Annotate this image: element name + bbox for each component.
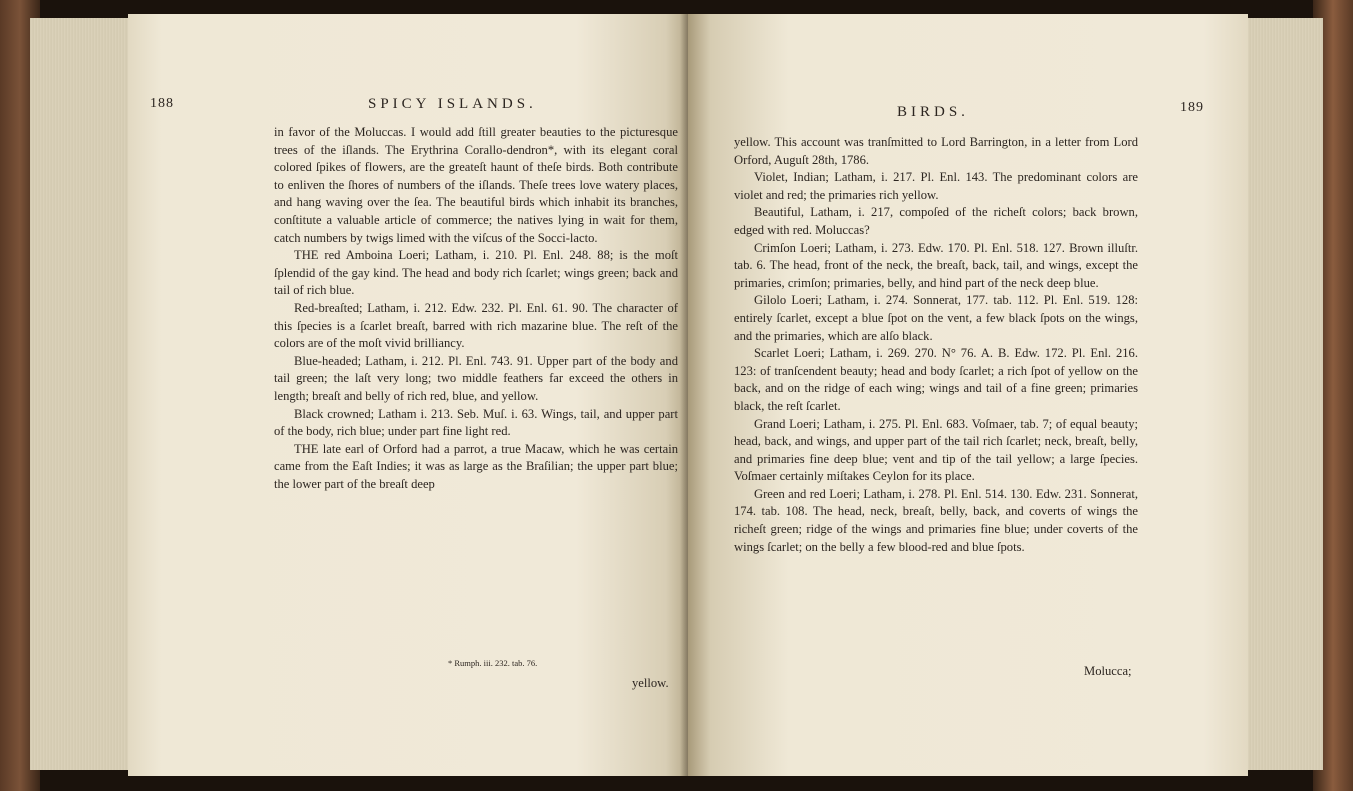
paragraph: yellow. This account was tranſmitted to Lord Barrington, in a letter from Lord Orford, Auguſt 28th, 1786. [734, 135, 1138, 167]
paragraph: THE late earl of Orford had a parrot, a true Macaw, which he was certain came from the Eaſt Indies; it was as large as the Braſilian; the upper part blue; the lower part of the breaſt deep [274, 441, 678, 491]
catchword: Molucca; [1084, 664, 1132, 678]
right-page-number: 189 [1180, 100, 1204, 115]
paragraph: Red-breaſted; Latham, i. 212. Edw. 232. Pl. Enl. 61. 90. The character of this ſpecies is a ſcarlet breaſt, barred with rich mazarine blue. The reſt of the colors are of the moſt vivid brilliancy. [274, 300, 678, 351]
paragraph: THE red Amboina Loeri; Latham, i. 210. Pl. Enl. 248. 88; is the moſt ſplendid of the gay kind. The head and body rich ſcarlet; wings green; back and tail of rich blue. [274, 248, 678, 298]
catchword: yellow. [632, 676, 669, 690]
paragraph: Scarlet Loeri; Latham, i. 269. 270. N° 76. A. B. Edw. 172. Pl. Enl. 216. 123: of tranſcendent beauty; head and body ſcarlet; a rich ſpot of yellow on the back, and on the ridge of each wing; wings and tail of a fine green; primaries black, the reſt ſcarlet. [734, 346, 1138, 413]
left-running-head: SPICY ISLANDS. [368, 96, 537, 112]
paragraph: Beautiful, Latham, i. 217, compoſed of the richeſt colors; back brown, edged with red. Moluccas? [734, 205, 1138, 237]
right-running-head: BIRDS. [897, 104, 969, 120]
paragraph: Gilolo Loeri; Latham, i. 274. Sonnerat, 177. tab. 112. Pl. Enl. 519. 128: entirely ſcarlet, except a blue ſpot on the vent, a few black ſpots on the wings, and the primaries, which are alſo black. [734, 293, 1138, 343]
paragraph: Black crowned; Latham i. 213. Seb. Muſ. i. 63. Wings, tail, and upper part of the body, rich blue; under part fine light red. [274, 406, 678, 439]
paragraph: Green and red Loeri; Latham, i. 278. Pl. Enl. 514. 130. Edw. 231. Sonnerat, 174. tab. 108. The head, neck, breaſt, belly, back, and coverts of wings the richeſt green; ridge of the wings and primaries fine blue; under coverts of the wings ſcarlet; on the belly a few blood-red and blue ſpots. [734, 486, 1138, 554]
right-page-body [734, 134, 1138, 556]
left-page-body [274, 124, 678, 493]
left-page-stack [30, 18, 130, 770]
paragraph: in favor of the Moluccas. I would add ſtill greater beauties to the picturesque trees of the iſlands. The Erythrina Corallo-dendron*, with its elegant coral colored ſpikes of flowers, are the greateſt haunt of theſe birds. Both contribute to enliven the ſhores of numbers of the iſlands. Theſe trees love watery places, and hang waving over the ſea. The beautiful birds which inhabit its branches, conſtitute a valuable article of commerce; the natives lying in wait for them, catch numbers by twigs limed with the viſcus of the Socci-lacto. [274, 125, 678, 245]
paragraph: Violet, Indian; Latham, i. 217. Pl. Enl. 143. The predominant colors are violet and red; the primaries rich yellow. [734, 170, 1138, 202]
paragraph: Blue-headed; Latham, i. 212. Pl. Enl. 743. 91. Upper part of the body and tail green; the laſt very long; two middle feathers far exceed the others in length; breaſt and belly of rich red, blue, and yellow. [274, 353, 678, 403]
paragraph: Grand Loeri; Latham, i. 275. Pl. Enl. 683. Voſmaer, tab. 7; of equal beauty; head, back, and wings, and upper part of the tail rich ſcarlet; neck, breaſt, belly, and primaries fine deep blue; vent and tip of the tail yellow; a large ſpecies. Voſmaer certainly miſtakes Ceylon for its place. [734, 416, 1138, 484]
paragraph: Crimſon Loeri; Latham, i. 273. Edw. 170. Pl. Enl. 518. 127. Brown illuſtr. tab. 6. The head, front of the neck, the breaſt, back, tail, and wings, except the primaries, crimſon; primaries, belly, and hind part of the neck deep blue. [734, 240, 1138, 290]
footnote: * Rumph. iii. 232. tab. 76. [448, 658, 538, 668]
left-page-number: 188 [150, 96, 174, 111]
